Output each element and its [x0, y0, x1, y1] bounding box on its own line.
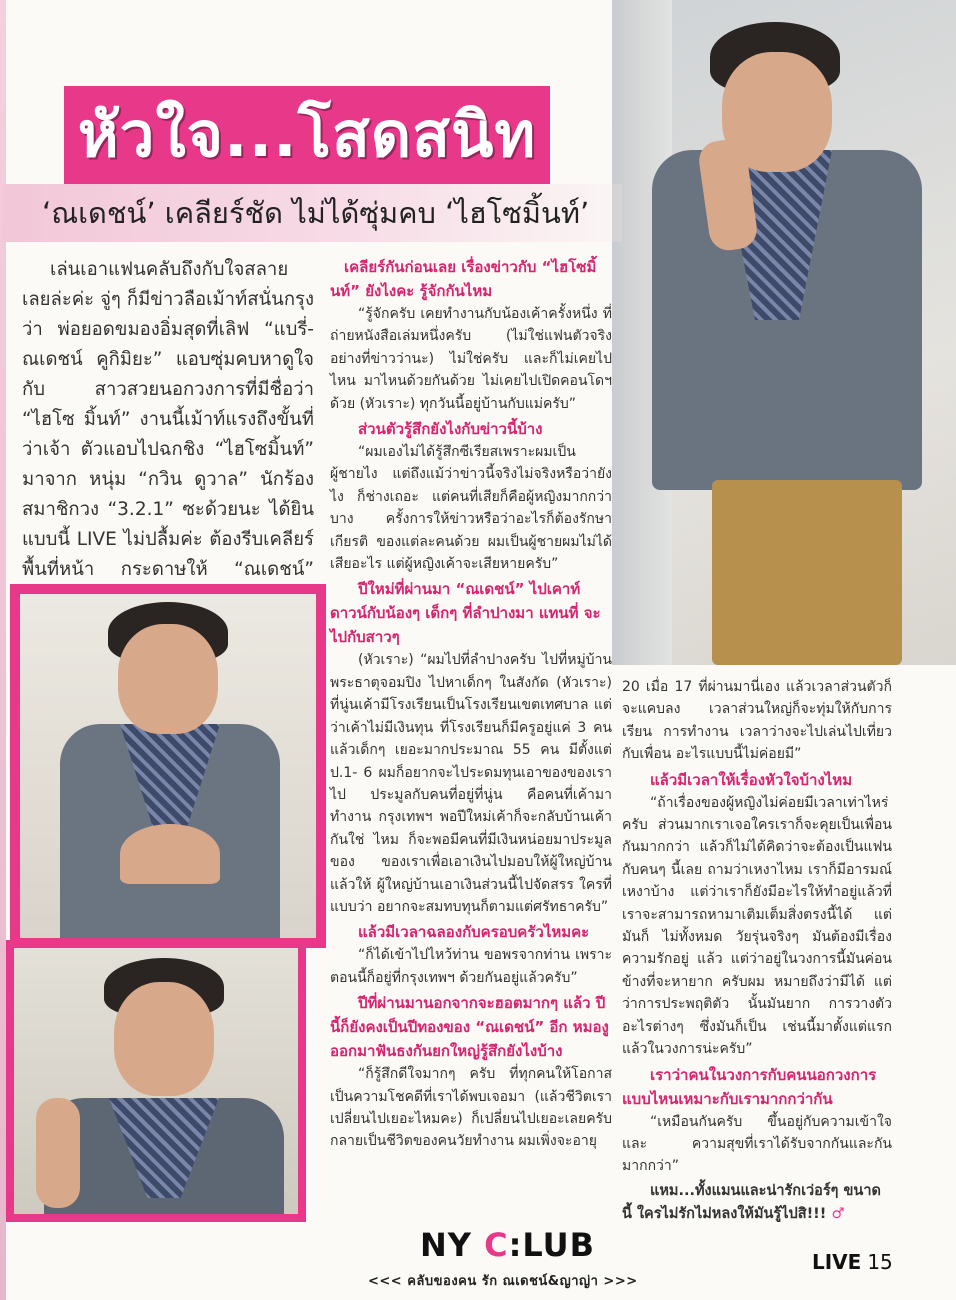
club-tagline: <<< คลับของคน รัก ณเดชน์&ญาญ่า >>>	[368, 1274, 638, 1289]
club-logo	[420, 1226, 595, 1264]
qa-item	[622, 1063, 892, 1178]
qa-item	[330, 991, 612, 1153]
main-photo-standing-man	[612, 0, 956, 665]
answer: “ถ้าเรื่องของผู้หญิงไม่ค่อยมีเวลาเท่าไหร่ ครับ ส่วนมากเราเจอใครเราก็จะคุยเป็นเพื่อน กันมากกว่า แล้วก็ไม่ได้คิดว่าจะต้องเป็นแฟน กับคนๆ นี้เลย ถามว่าเหงาไหม เราก็มีอารมณ์ เหงาบ้าง แต่ว่าเราก็ยังมีอะไรให้ทำอยู่แล้วที่ เราจะสามารถหามาเติมเต็มสิ่งตรงนี้ได้ แต่มันก็ ไม่ทั้งหมด วัยรุ่นจริงๆ มันต้องมีเรื่องความรักอยู่ แล้ว แต่ว่าอยู่ในวงการนี้มันค่อนข้างที่จะหายาก ครับผม หมายถึงว่ามีได้ แต่ว่าการประพฤติตัว นั้นมันยาก การวางตัวอะไรต่างๆ ซึ่งมันก็เป็น เช่นนี้มาตั้งแต่แรกแล้วในวงการน่ะครับ”	[622, 794, 892, 1058]
person-icon: ♂	[831, 1205, 845, 1222]
question: แล้วมีเวลาให้เรื่องหัวใจบ้างไหม	[650, 770, 853, 789]
qa-item	[622, 768, 892, 1061]
article-title: หัวใจ...โสดสนิท	[77, 98, 537, 171]
qa-item	[330, 577, 612, 918]
club-logo-left: NY	[420, 1226, 485, 1264]
answer: “ผมเองไม่ได้รู้สึกซีเรียสเพราะผมเป็น ผู้ชายไง แต่ถึงแม้ว่าข่าวนี้จริงไม่จริงหรือว่ายังไง ก็ช่างเถอะ แต่คนที่เสียก็คือผู้หญิงมากกว่า บาง ครั้งการให้ข่าวหรือว่าอะไรก็ต้องรักษาเกียรติ ของแต่ละคนด้วย ผมเป็นผู้ชายผมไม่ได้เสียอะไร แต่ผู้หญิงเค้าจะเสียหายครับ”	[330, 444, 612, 573]
qa-item	[330, 920, 612, 989]
qa-item	[330, 417, 612, 575]
qa-column-middle	[330, 255, 612, 1155]
photo-heart-hands	[20, 594, 316, 938]
question: ส่วนตัวรู้สึกยังไงกับข่าวนี้บ้าง	[358, 420, 543, 439]
article-subtitle: ‘ณเดชน์’ เคลียร์ชัด ไม่ได้ซุ่มคบ ‘ไฮโซมิ้นท์’	[42, 196, 590, 230]
answer: “รู้จักครับ เคยทำงานกับน้องเค้าครั้งหนึ่ง ที่ถ่ายหนังสือเล่มหนึ่งครับ (ไม่ใช่แฟนตัวจริง อย่างที่ข่าวว่านะ) ไม่ใช่ครับ และก็ไม่เคยไปไหน มาไหนด้วยกันด้วย ไม่เคยไปเปิดคอนโดฯ ด้วย (หัวเราะ) ทุกวันนี้อยู่บ้านกับแม่ครับ”	[330, 306, 612, 412]
title-band	[64, 86, 550, 184]
answer: “เหมือนกันครับ ขึ้นอยู่กับความเข้าใจ และ ความสุขที่เราได้รับจากกันและกันมากกว่า”	[622, 1113, 892, 1175]
club-logo-right: :LUB	[508, 1226, 595, 1264]
qa-item	[622, 676, 892, 766]
answer: “ก็ได้เข้าไปไหว้ท่าน ขอพรจากท่าน เพราะ ตอนนี้ก็อยู่ที่กรุงเทพฯ ด้วยกันอยู่แล้วครับ”	[330, 947, 612, 986]
question: แล้วมีเวลาฉลองกับครอบครัวไหมคะ	[358, 923, 590, 942]
page-footer	[812, 1250, 893, 1274]
question: ปีที่ผ่านมานอกจากจะฮอตมากๆ แล้ว ปีนี้ก็ยังคงเป็นปีทองของ “ณเดชน์” อีก หมองูออกมาฟันธงกันยกใหญ่รู้สึกยังไงบ้าง	[330, 994, 609, 1061]
club-logo-c: C	[484, 1226, 509, 1264]
qa-item	[330, 255, 612, 415]
subtitle-band	[2, 184, 622, 242]
question: เราว่าคนในวงการกับคนนอกวงการ แบบไหนเหมาะกับเรามากกว่ากัน	[622, 1065, 877, 1108]
question: เคลียร์กันก่อนเลย เรื่องข่าวกับ “ไฮโซมิ้นท์” ยังไงคะ รู้จักกันไหม	[330, 258, 597, 300]
qa-column-right	[622, 676, 892, 1226]
photo-heart-hands-frame	[10, 584, 326, 948]
photo-peace-sign-frame	[6, 940, 306, 1222]
magazine-name: LIVE	[812, 1250, 862, 1274]
answer: (หัวเราะ) “ผมไปที่ลำปางครับ ไปที่หมู่บ้าน พระธาตุจอมปิง ไปหาเด็กๆ ในสังกัด (หัวเราะ) ที่นู่นเค้ามีโรงเรียนเป็นโรงเรียนเขตเทศบาล แต่ ว่าเค้าไม่มีเงินทุน ที่โรงเรียนก็มีครูอยู่แค่ 3 คน แล้วเด็กๆ เยอะมากประมาณ 55 คน มีตั้งแต่ ป.1- 6 ผมก็อยากจะไประดมทุนเอาของของเราไป ประมูลกับคนที่อยู่ที่นู่น คือคนที่เค้ามาทำงาน กรุงเทพฯ พอปีใหม่เค้าก็จะกลับบ้านเค้ากันใช่ ไหม ก็จะพอมีคนที่มีเงินหน่อยมาประมูลของ ของเราเพื่อเอาเงินไปมอบให้ผู้ใหญ่บ้าน แล้วให้ ผู้ใหญ่บ้านเอาเงินส่วนนี้ไปจัดสรร ใครที่แบบว่า อยากจะสมทบทุนก็ตามแต่ศรัทธาครับ”	[330, 652, 612, 915]
page-number: 15	[867, 1250, 893, 1274]
intro-paragraph: เล่นเอาแฟนคลับถึงกับใจสลาย เลยล่ะค่ะ จู่ๆ ก็มีข่าวลือเม้าท์สนั่นกรุง ว่า พ่อยอดขมองอิ่มสุดที่เลิฟ “แบรี่- ณเดชน์ คูกิมิยะ” แอบซุ่มคบหาดูใจกับ สาวสวยนอกวงการที่มีชื่อว่า “ไฮโซ มิ้นท์” งานนี้เม้าท์แรงถึงขั้นที่ว่าเจ้า ตัวแอบไปฉกชิง “ไฮโซมิ้นท์” มาจาก หนุ่ม “กวิน ดูวาล” นักร้องสมาชิกวง “3.2.1” ซะด้วยนะ ได้ยินแบบนี้ LIVE ไม่ปลื้มค่ะ ต้องรีบเคลียร์พื้นที่หน้า กระดาษให้ “ณเดชน์”	[22, 259, 314, 580]
closing-remark	[622, 1180, 892, 1226]
answer: “ก็รู้สึกดีใจมากๆ ครับ ที่ทุกคนให้โอกาส เป็นความโชคดีที่เราได้พบเจอมา (แล้วชีวิตเรา เปลี่ยนไปเยอะไหมคะ) ก็เปลี่ยนไปเยอะเลยครับ กลายเป็นชีวิตของคนวัยทำงาน ผมเพิ่งจะอายุ	[330, 1066, 612, 1150]
closing-text: แหม...ทั้งแมนและน่ารักเว่อร์ๆ ขนาด นี้ ใครไม่รักไม่หลงให้มันรู้ไปสิ!!!	[622, 1182, 881, 1222]
answer-continued: 20 เมื่อ 17 ที่ผ่านมานี่เอง แล้วเวลาส่วนตัวก็ จะแคบลง เวลาส่วนใหญ่ก็จะทุ่มให้กับการเรียน การทำงาน เวลาว่างจะไปเล่นไปเที่ยวกับเพื่อน อะไรแบบนี้ไม่ค่อยมี”	[622, 679, 892, 763]
question: ปีใหม่ที่ผ่านมา “ณเดชน์” ไปเคาท์ ดาวน์กับน้องๆ เด็กๆ ที่ลำปางมา แทนที่ จะไปกับสาวๆ	[330, 580, 601, 647]
photo-peace-sign	[14, 948, 298, 1214]
